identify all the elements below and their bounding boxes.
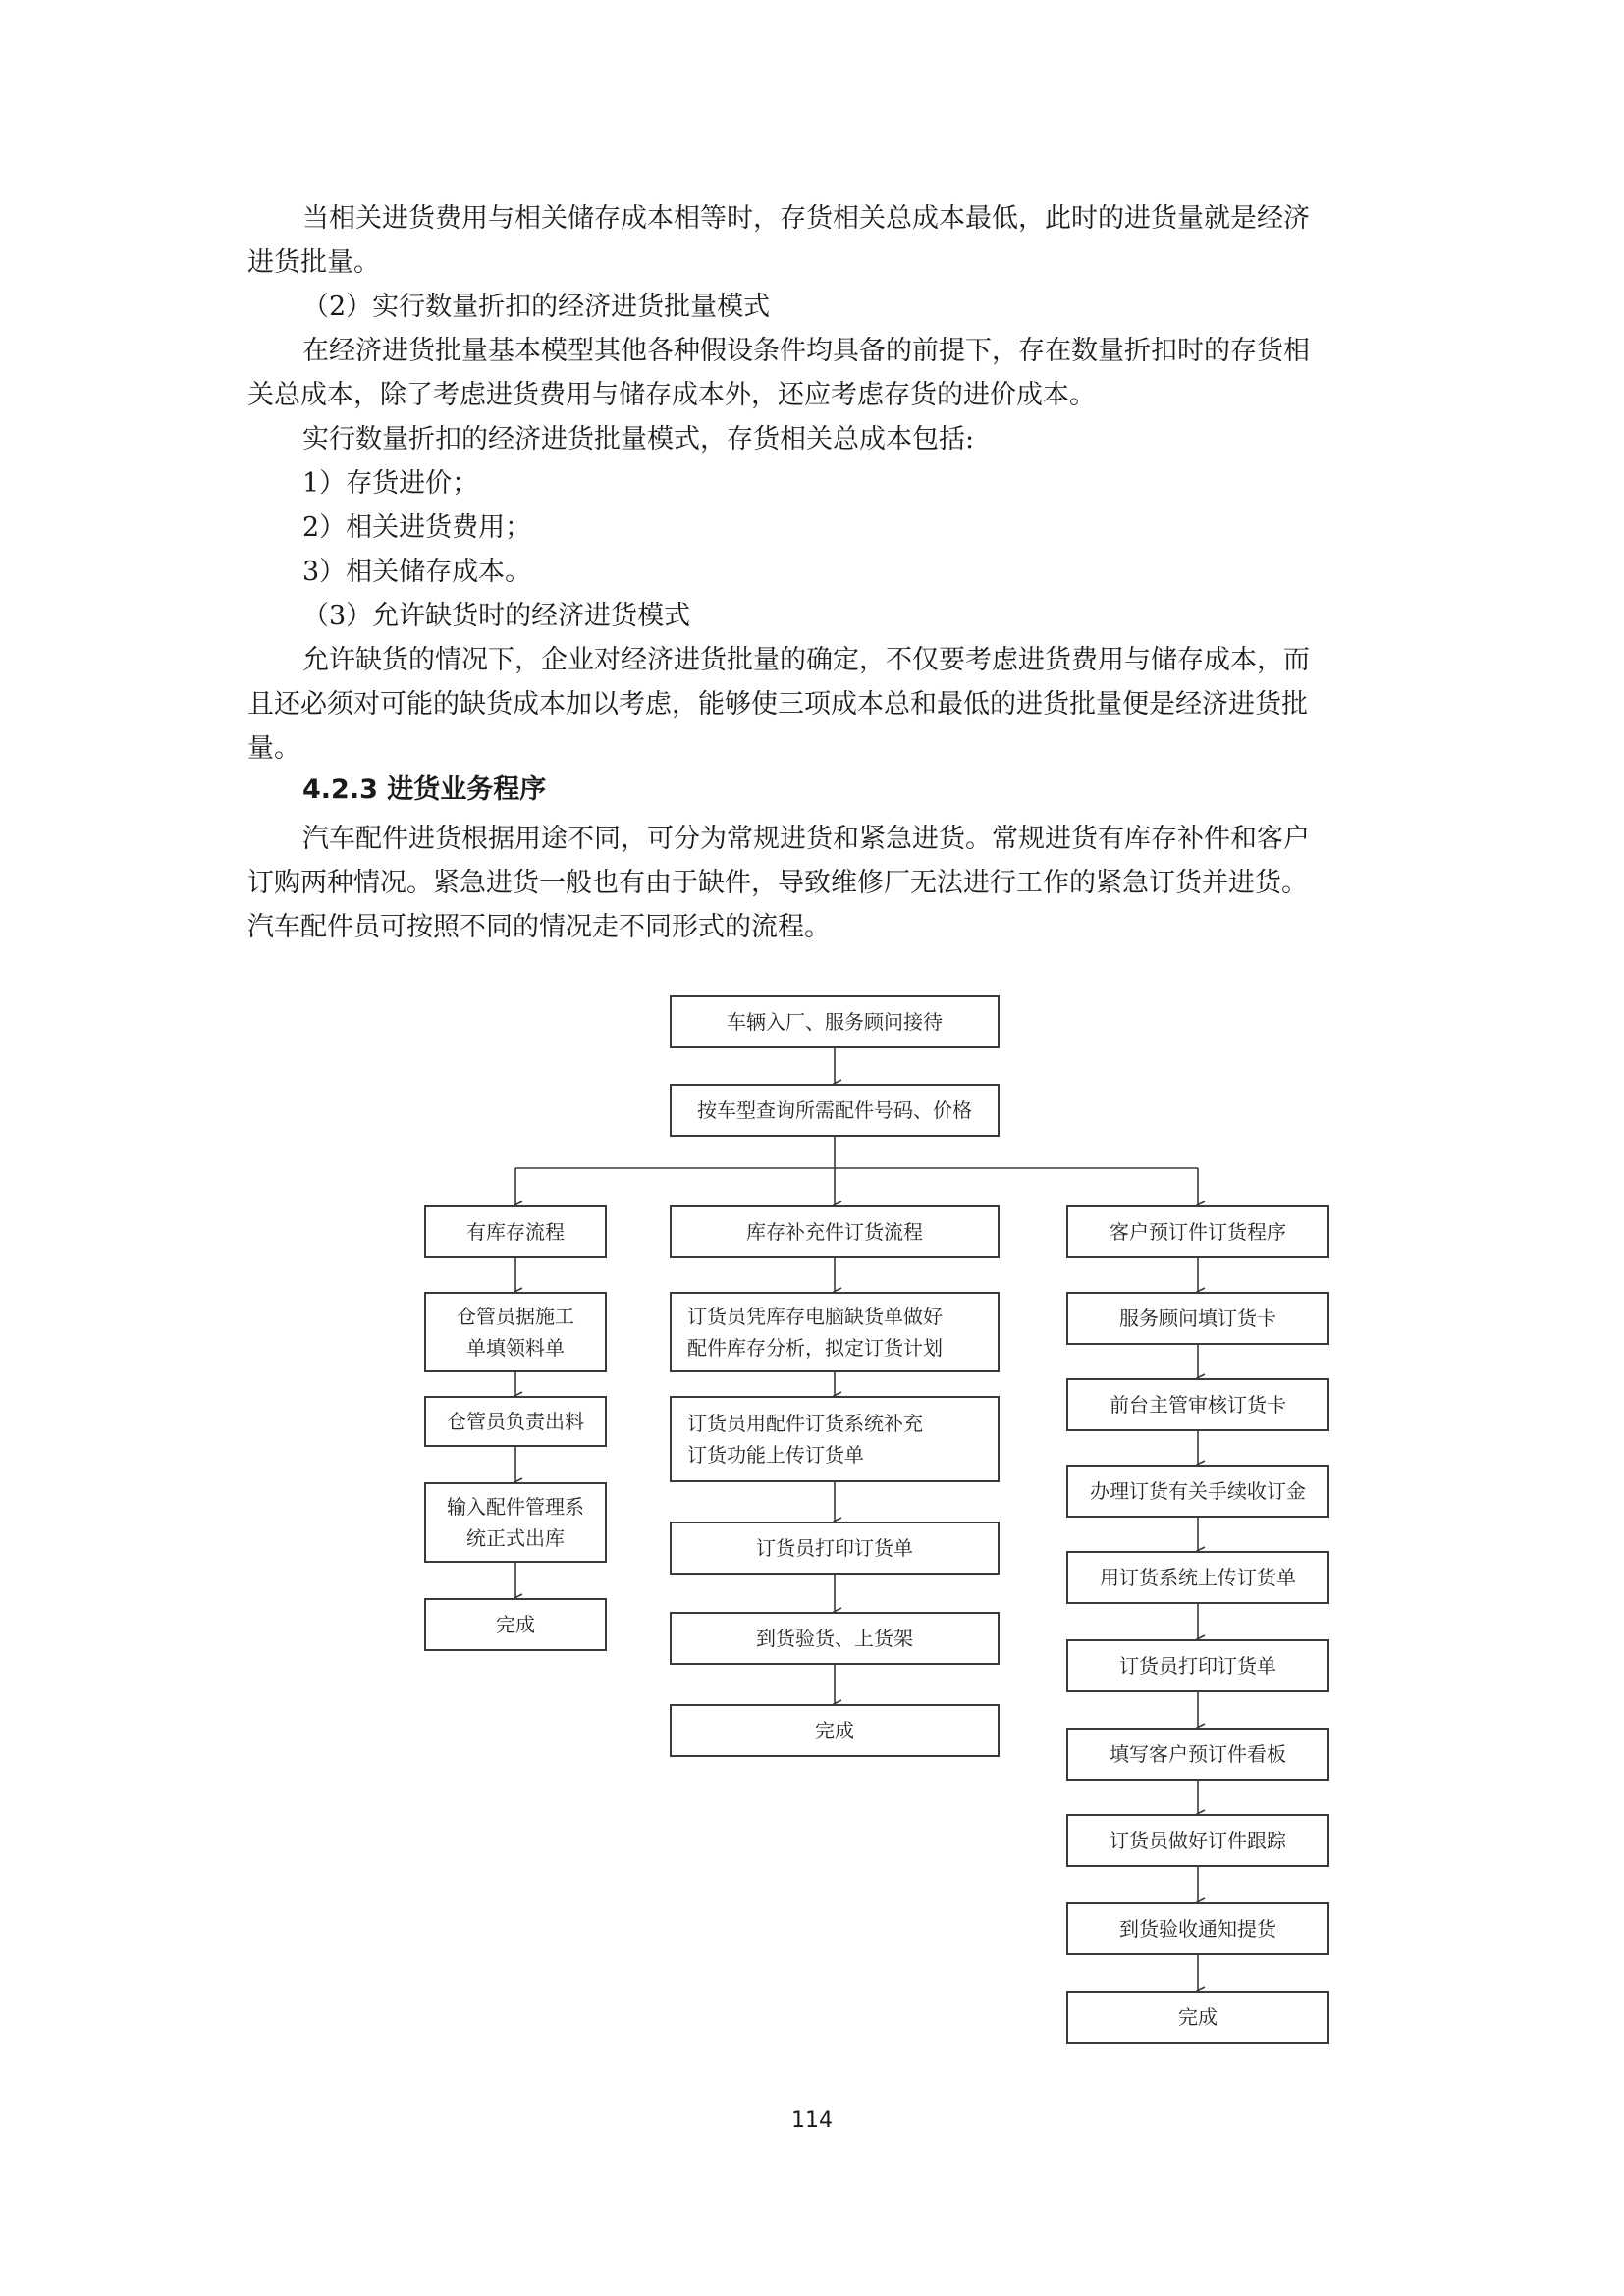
procurement-flowchart	[422, 972, 1345, 2071]
flow-step: 办理订货有关手续收订金	[1066, 1465, 1329, 1518]
flow-step: 输入配件管理系 统正式出库	[424, 1482, 607, 1563]
flow-step: 完成	[670, 1704, 1000, 1757]
section-title: （2）实行数量折扣的经济进货批量模式	[302, 292, 771, 322]
section-title: （3）允许缺货时的经济进货模式	[302, 601, 691, 631]
flow-step: 按车型查询所需配件号码、价格	[670, 1084, 1000, 1137]
flow-step: 订货员打印订货单	[1066, 1639, 1329, 1692]
paragraph-line: 汽车配件进货根据用途不同，可分为常规进货和紧急进货。常规进货有库存补件和客户	[302, 824, 1310, 854]
flow-step: 订货员凭库存电脑缺货单做好 配件库存分析，拟定订货计划	[670, 1292, 1000, 1372]
flow-step: 到货验收通知提货	[1066, 1902, 1329, 1955]
flow-step: 订货员用配件订货系统补充 订货功能上传订货单	[670, 1396, 1000, 1482]
flow-step: 库存补充件订货流程	[670, 1205, 1000, 1258]
flow-step: 用订货系统上传订货单	[1066, 1551, 1329, 1604]
section-423-body	[247, 817, 1386, 949]
body-text	[247, 196, 1386, 771]
flow-step: 到货验货、上货架	[670, 1612, 1000, 1665]
list-item: 1）存货进价；	[302, 468, 479, 499]
paragraph-line: 汽车配件员可按照不同的情况走不同形式的流程。	[247, 912, 831, 942]
flow-step: 服务顾问填订货卡	[1066, 1292, 1329, 1345]
paragraph-line: 且还必须对可能的缺货成本加以考虑，能够使三项成本总和最低的进货批量便是经济进货批	[247, 689, 1308, 720]
flow-step: 有库存流程	[424, 1205, 607, 1258]
flow-step: 订货员打印订货单	[670, 1522, 1000, 1575]
paragraph-line: 量。	[247, 733, 300, 764]
flow-step: 车辆入厂、服务顾问接待	[670, 995, 1000, 1048]
paragraph-line: 进货批量。	[247, 247, 380, 278]
flow-step: 仓管员据施工 单填领料单	[424, 1292, 607, 1372]
flow-step: 填写客户预订件看板	[1066, 1728, 1329, 1781]
section-423	[247, 768, 1386, 812]
flow-step: 订货员做好订件跟踪	[1066, 1814, 1329, 1867]
paragraph-line: 关总成本，除了考虑进货费用与储存成本外，还应考虑存货的进价成本。	[247, 380, 1096, 410]
paragraph-line: 订购两种情况。紧急进货一般也有由于缺件，导致维修厂无法进行工作的紧急订货并进货。	[247, 868, 1308, 898]
paragraph-line: 实行数量折扣的经济进货批量模式，存货相关总成本包括:	[302, 424, 975, 454]
flow-step: 前台主管审核订货卡	[1066, 1378, 1329, 1431]
paragraph-line: 当相关进货费用与相关储存成本相等时，存货相关总成本最低，此时的进货量就是经济	[302, 203, 1310, 234]
section-heading: 4.2.3 进货业务程序	[302, 774, 547, 805]
flow-step: 客户预订件订货程序	[1066, 1205, 1329, 1258]
flow-step: 仓管员负责出料	[424, 1396, 607, 1447]
paragraph-line: 在经济进货批量基本模型其他各种假设条件均具备的前提下，存在数量折扣时的存货相	[302, 336, 1310, 366]
list-item: 2）相关进货费用；	[302, 512, 532, 543]
list-item: 3）相关储存成本。	[302, 557, 532, 587]
flow-step: 完成	[1066, 1991, 1329, 2044]
flow-step: 完成	[424, 1598, 607, 1651]
page-number: 114	[791, 2109, 833, 2133]
paragraph-line: 允许缺货的情况下，企业对经济进货批量的确定，不仅要考虑进货费用与储存成本，而	[302, 645, 1310, 675]
